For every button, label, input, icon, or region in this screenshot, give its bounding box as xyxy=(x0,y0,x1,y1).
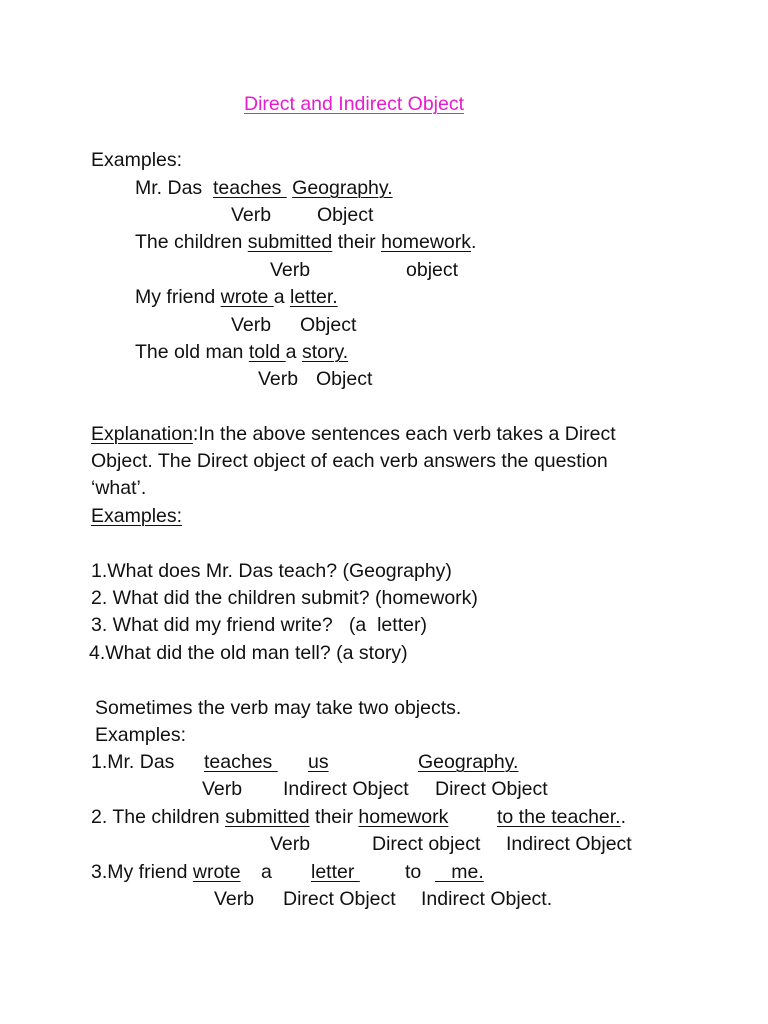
explanation-line-3: ‘what’. xyxy=(91,477,147,499)
two-3-verb: wrote xyxy=(192,861,241,883)
example-3-mid: a xyxy=(273,286,290,308)
examples-heading: Examples: xyxy=(91,149,183,171)
example-2-lead: The children xyxy=(135,231,248,253)
two-1-direct: Geography. xyxy=(418,751,519,773)
example-3-object: letter. xyxy=(289,286,338,308)
example-1-verb: teaches xyxy=(213,177,287,199)
example-4-object: story. xyxy=(301,341,349,363)
example-4-lead: The old man xyxy=(135,341,249,363)
example-1-label-object: Object xyxy=(317,204,374,226)
two-3-label-indirect: Indirect Object. xyxy=(421,888,553,910)
example-3-label-object: Object xyxy=(300,314,357,336)
question-item: 2. What did the children submit? (homework) xyxy=(91,587,478,609)
example-3-lead: My friend xyxy=(135,286,221,308)
two-2-indirect-wrap xyxy=(497,805,626,829)
page-title: Direct and Indirect Object xyxy=(244,93,465,115)
examples-heading-2: Examples: xyxy=(91,505,183,527)
two-3-to: to xyxy=(405,861,422,883)
two-1-label-indirect: Indirect Object xyxy=(283,778,409,800)
two-3-label-direct: Direct Object xyxy=(283,888,396,910)
example-2-object: homework xyxy=(381,231,472,253)
example-3-verb: wrote xyxy=(220,286,274,308)
two-2-mid: their xyxy=(309,806,359,828)
two-2-verb: submitted xyxy=(225,806,310,828)
example-1-sentence xyxy=(135,176,393,200)
example-2-sentence xyxy=(135,230,476,254)
two-2-indirect: to the teacher. xyxy=(497,806,621,828)
two-2-lead: 2. The children xyxy=(91,806,226,828)
two-1-verb: teaches xyxy=(204,751,278,773)
two-1-indirect: us xyxy=(308,751,329,773)
two-3-sentence xyxy=(91,860,241,884)
two-3-label-verb: Verb xyxy=(214,888,255,910)
two-objects-intro: Sometimes the verb may take two objects. xyxy=(95,697,462,719)
two-1-label-verb: Verb xyxy=(202,778,243,800)
explanation-label: Explanation xyxy=(91,423,193,445)
example-3-label-verb: Verb xyxy=(231,314,272,336)
two-3-indirect: me. xyxy=(435,861,484,883)
explanation-line-1 xyxy=(91,422,616,446)
two-2-end: . xyxy=(620,806,627,828)
two-2-direct: homework xyxy=(358,806,449,828)
example-1-object: Geography. xyxy=(292,177,393,199)
example-4-verb: told xyxy=(248,341,286,363)
two-2-label-verb: Verb xyxy=(270,833,311,855)
question-item: 1.What does Mr. Das teach? (Geography) xyxy=(91,560,452,582)
example-4-sentence xyxy=(135,340,348,364)
question-item: 3. What did my friend write? (a letter) xyxy=(91,614,427,636)
example-4-label-object: Object xyxy=(316,368,373,390)
explanation-line-2: Object. The Direct object of each verb answers the question xyxy=(91,450,608,472)
example-2-label-verb: Verb xyxy=(270,259,311,281)
two-2-label-indirect: Indirect Object xyxy=(506,833,632,855)
two-3-article: a xyxy=(261,861,272,883)
two-3-lead: 3.My friend xyxy=(91,861,193,883)
example-4-label-verb: Verb xyxy=(258,368,299,390)
example-2-verb: submitted xyxy=(247,231,333,253)
example-1-subject: Mr. Das xyxy=(135,177,208,199)
two-1-label-direct: Direct Object xyxy=(435,778,548,800)
two-3-direct: letter xyxy=(311,861,360,883)
two-1-num: 1.Mr. Das xyxy=(91,751,175,773)
example-1-label-verb: Verb xyxy=(231,204,272,226)
example-2-label-object: object xyxy=(406,259,459,281)
two-2-sentence xyxy=(91,805,448,829)
example-3-sentence xyxy=(135,285,338,309)
question-item: 4.What did the old man tell? (a story) xyxy=(89,642,408,664)
example-2-mid: their xyxy=(332,231,382,253)
example-4-mid: a xyxy=(285,341,302,363)
example-2-end: . xyxy=(471,231,477,253)
examples-heading-3: Examples: xyxy=(95,724,187,746)
explanation-text-1: :In the above sentences each verb takes a Direct xyxy=(192,423,616,445)
two-2-label-direct: Direct object xyxy=(372,833,481,855)
